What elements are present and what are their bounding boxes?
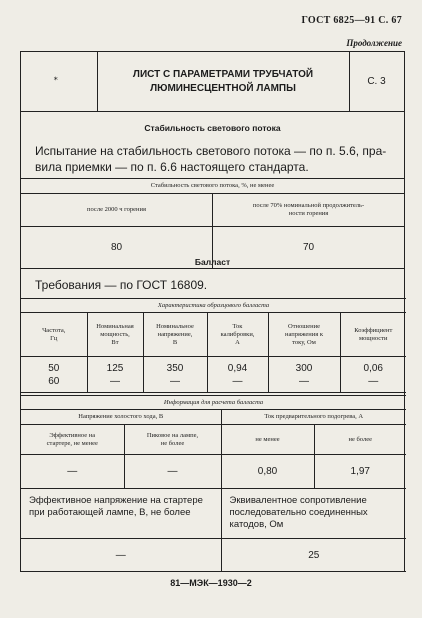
ratio-value: 300 [295,362,313,374]
header-ratio-l2: напряжения к [284,330,324,338]
title-block [21,52,404,112]
effective-starter-value: — [21,455,124,489]
header-rated-power-l3: Вт [111,338,119,346]
header-frequency-l2: Гц [50,334,58,342]
header-rated-voltage-l3: В [172,338,178,346]
stability-col2-header-line1: после 70% номинальной продолжитель- [252,202,365,209]
header-calibration-current-l2: калибровки, [220,330,255,338]
peak-lamp-header-l1: Пиковое на лампе, [146,431,199,439]
rated-power-value: 125 [106,362,124,374]
page-footer: 81—МЭК—1930—2 [170,578,252,588]
header-frequency-l1: Частота, [42,326,66,334]
header-rated-power-l2: мощность, [100,330,130,338]
section-heading-stability: Стабильность светового потока [144,123,281,133]
stability-col1-header: после 2000 ч горения [21,194,213,227]
header-rated-power-l1: Номинальная [96,322,134,330]
header-ratio-l1: Отношение [288,322,320,330]
left-cell-mark: ∗ [53,74,59,83]
cell-voltage-current-ratio [268,357,340,393]
open-circuit-voltage-header: Напряжение холостого хода, В [21,410,221,425]
calibration-current-value: 0,94 [227,362,248,374]
stability-value-70pct: 70 [213,227,405,269]
sheet-title-line1: ЛИСТ С ПАРАМЕТРАМИ ТРУБЧАТОЙ [132,68,314,80]
peak-lamp-header [124,425,221,455]
frequency-60: 60 [48,375,60,387]
cell-calibration-current [207,357,268,393]
preheat-min-header: не менее [221,425,314,455]
peak-lamp-header-l2: не более [160,439,185,447]
stability-text-line2: вила приемки — по п. 6.6 настоящего стандарта. [35,160,309,174]
header-rated-voltage-l1: Номинальное [156,322,194,330]
ballast-calculation-table [21,395,406,572]
header-rated-voltage-l2: напряжение, [157,330,193,338]
cathode-resistance-description: Эквивалентное сопротивление последовательно соединенных катодов, Ом [221,489,406,539]
header-rated-power [87,313,143,357]
preheat-min-value: 0,80 [221,455,314,489]
ballast-characteristics-table [21,298,406,393]
cell-rated-power [87,357,143,393]
rated-voltage-dash: — [170,375,180,387]
header-ratio-l3: току, Ом [292,338,316,346]
peak-lamp-value: — [124,455,221,489]
stability-text-line1: Испытание на стабильность светового потока — по п. 5.6, пра- [35,144,387,158]
starter-voltage-description: Эффективное напряжение на стартере при работающей лампе, В, не более [21,489,221,539]
starter-voltage-value: — [21,539,221,572]
power-factor-dash: — [368,375,379,387]
ballast-requirement-text: Требования — по ГОСТ 16809. [35,278,208,292]
stability-table-caption: Стабильность светового потока, %, не менее [21,179,404,194]
header-rated-voltage [143,313,207,357]
header-power-factor-l2: мощности [359,334,388,342]
title-block-left-cell [21,52,98,111]
ballast-table-caption: Характеристика образцового балласта [21,299,406,313]
preheat-current-header: Ток предварительного подогрева, А [221,410,406,425]
header-calibration-current-l1: Ток [232,322,243,330]
effective-starter-header-l2: стартере, не менее [46,439,98,447]
header-calibration-current [207,313,268,357]
effective-starter-header-l1: Эффективное на [49,431,96,439]
sheet-title [97,52,350,111]
parameter-sheet [20,51,405,572]
frequency-50: 50 [48,362,60,374]
stability-table [21,178,404,269]
cell-frequency [21,357,87,393]
header-frequency [21,313,87,357]
stability-col2-header [213,194,405,227]
calibration-current-dash: — [232,375,243,387]
sheet-title-line2: ЛЮМИНЕСЦЕНТНОЙ ЛАМПЫ [150,82,296,94]
header-power-factor-l1: Коэффициент [354,326,393,334]
cell-power-factor [340,357,406,393]
section-heading-ballast: Балласт [194,257,231,267]
header-voltage-current-ratio [268,313,340,357]
page-header-standard: ГОСТ 6825—91 С. 67 [301,15,402,26]
header-calibration-current-l3: А [235,338,240,346]
rated-power-dash: — [110,375,120,387]
rated-voltage-value: 350 [166,362,184,374]
continuation-label: Продолжение [346,38,402,48]
sheet-number: С. 3 [367,76,386,87]
power-factor-value: 0,06 [363,362,383,374]
calc-table-caption: Информация для расчета балласта [21,396,406,410]
stability-paragraph [35,143,390,175]
stability-value-2000h: 80 [21,227,213,269]
stability-col2-header-line2: ности горения [288,210,329,217]
cell-rated-voltage [143,357,207,393]
effective-starter-header [21,425,124,455]
preheat-max-header: не более [314,425,406,455]
header-power-factor [340,313,406,357]
ratio-dash: — [299,375,309,387]
preheat-max-value: 1,97 [314,455,406,489]
cathode-resistance-value: 25 [221,539,406,572]
